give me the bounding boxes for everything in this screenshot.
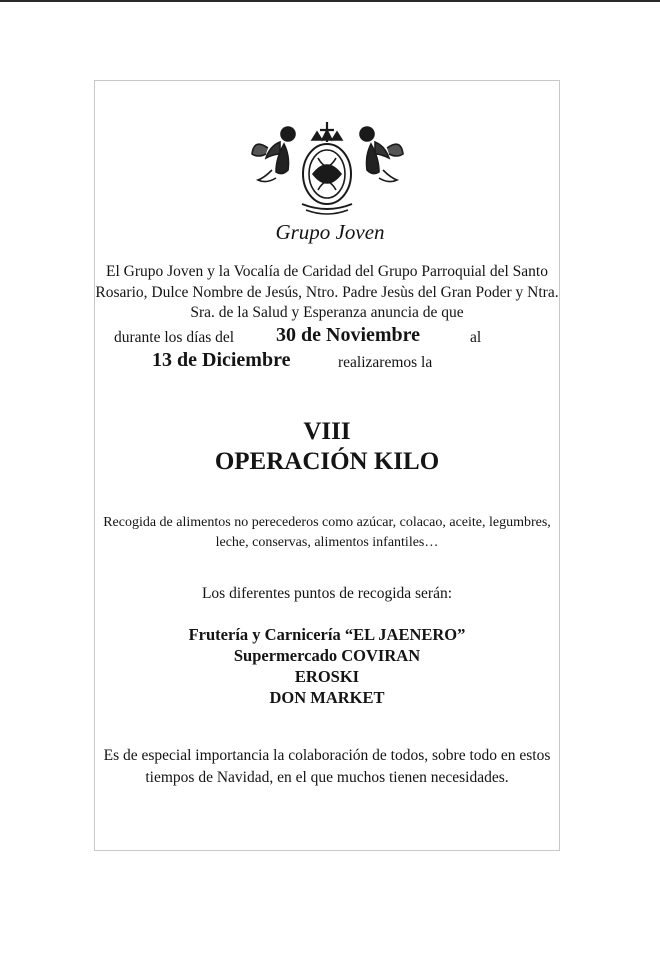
event-heading — [94, 417, 560, 477]
collection-point: Frutería y Carnicería “EL JAENERO” — [188, 625, 466, 644]
intro-paragraph: El Grupo Joven y la Vocalía de Caridad del Grupo Parroquial del Santo Rosario, Dulce Nombre de Jesús, Ntro. Padre Jesùs del Gran Poder y Ntra. Sra. de la Salud y Esperanza anuncia de que — [95, 263, 559, 321]
collection-point: EROSKI — [294, 667, 360, 686]
closing-paragraph: Es de especial importancia la colaboración de todos, sobre todo en estos tiempos de Navidad, en el que muchos tienen necesidades. — [103, 747, 551, 786]
end-date: 13 de Diciembre — [152, 349, 291, 371]
dates-prefix: durante los días del — [114, 329, 235, 346]
collection-description: Recogida de alimentos no perecederos como azúcar, colacao, aceite, legumbres, leche, conservas, alimentos infantiles… — [103, 515, 551, 550]
collection-point: Supermercado COVIRAN — [233, 646, 421, 665]
top-border-line — [0, 0, 660, 2]
dates-connector: al — [470, 329, 482, 346]
collection-points-list — [94, 624, 560, 708]
group-name-title: Grupo Joven — [275, 220, 385, 244]
dates-suffix: realizaremos la — [338, 354, 433, 371]
collection-point: DON MARKET — [269, 688, 385, 707]
angels-crest-emblem-icon — [250, 118, 405, 218]
start-date: 30 de Noviembre — [276, 324, 421, 346]
event-edition: VIII — [303, 418, 351, 445]
collection-points-intro: Los diferentes puntos de recogida serán: — [201, 585, 453, 602]
event-name: OPERACIÓN KILO — [214, 448, 440, 475]
